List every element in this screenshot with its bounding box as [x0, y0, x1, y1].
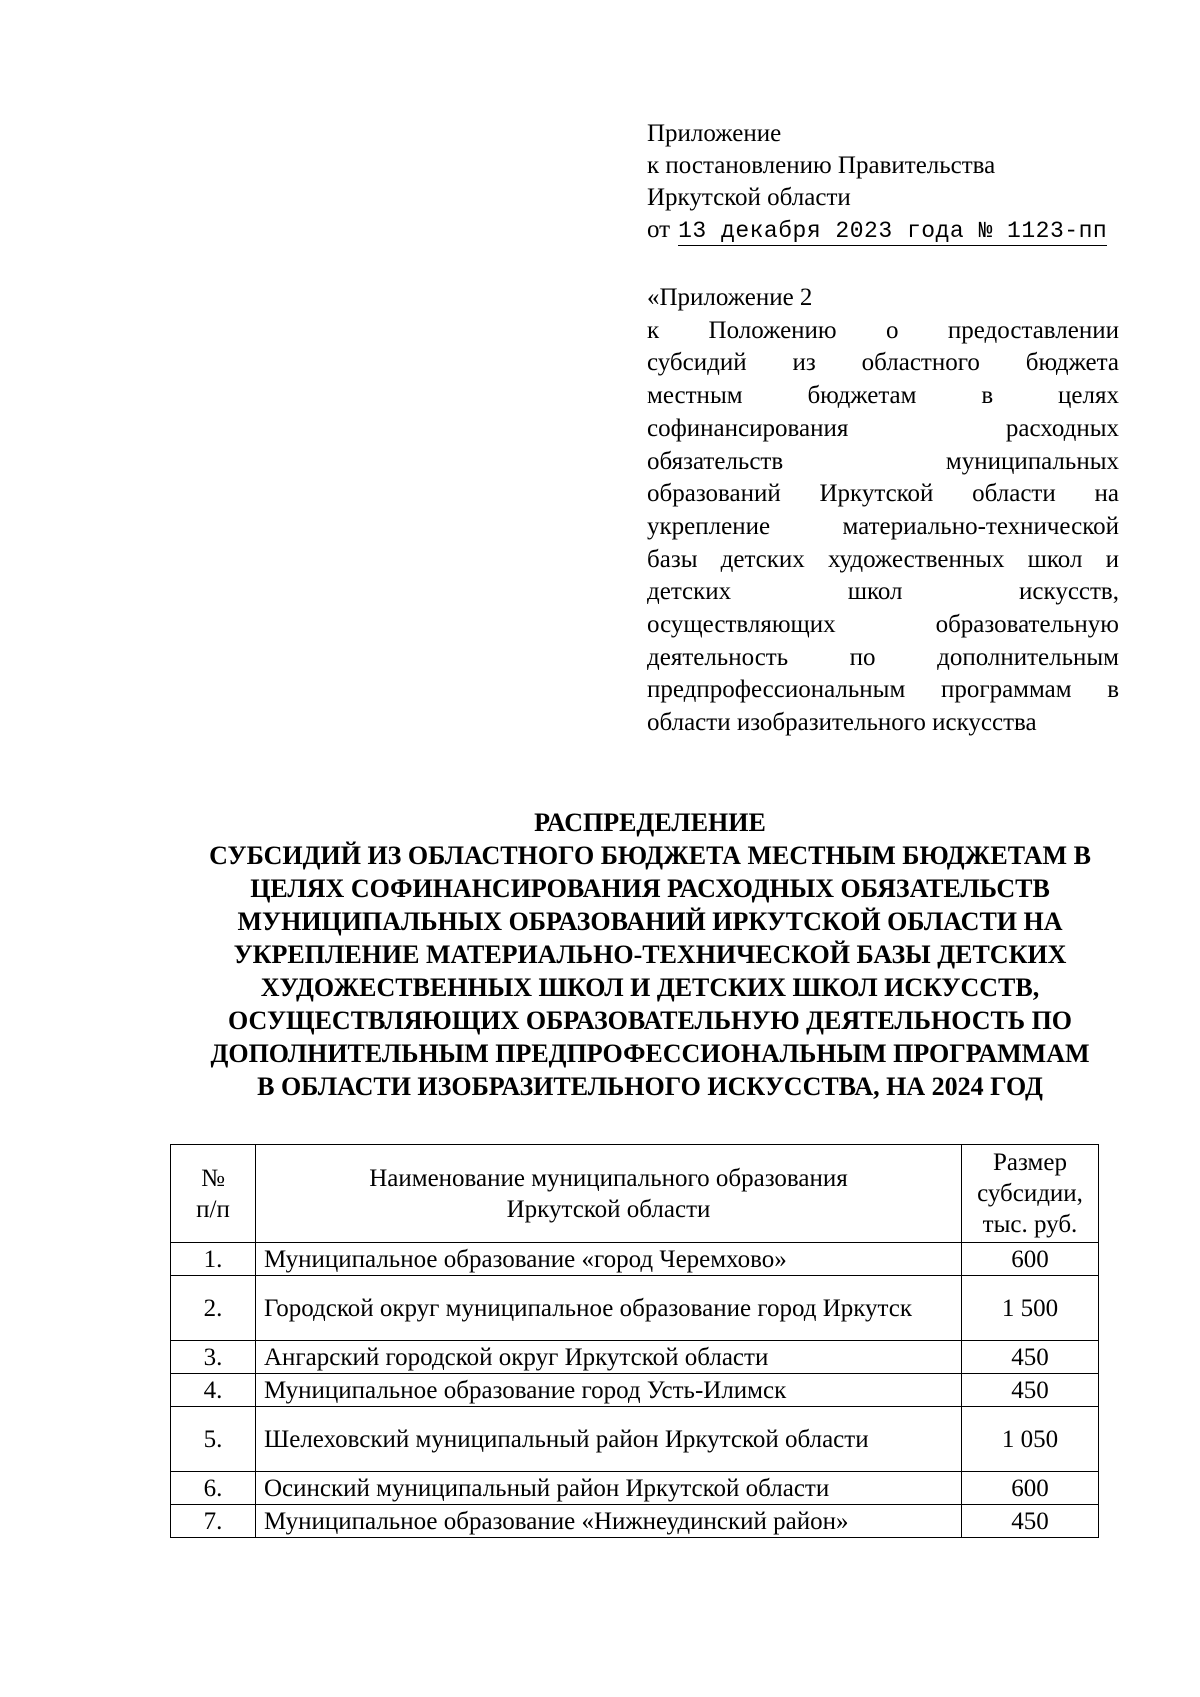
row-municipality: Муниципальное образование «Нижнеудинский район» [256, 1505, 962, 1538]
annex2-word: субсидий [647, 349, 747, 377]
decree-date-number: 13 декабря 2023 года № 1123-пп [678, 218, 1108, 244]
title-line: УКРЕПЛЕНИЕ МАТЕРИАЛЬНО-ТЕХНИЧЕСКОЙ БАЗЫ ДЕТСКИХ [233, 940, 1067, 969]
annex2-line [647, 315, 1119, 348]
row-municipality: Муниципальное образование «город Черемхово» [256, 1243, 962, 1276]
annex2-word: бюджетам [807, 382, 917, 410]
row-number: 7. [171, 1505, 256, 1538]
table-row [171, 1472, 1099, 1505]
annex2-word: областного [861, 349, 980, 377]
annex2-word: предпрофессиональным [647, 676, 906, 704]
annex2-word: материально-технической [842, 512, 1119, 540]
decree-reference [647, 214, 1127, 246]
table-row [171, 1374, 1099, 1407]
title-line: ДОПОЛНИТЕЛЬНЫМ ПРЕДПРОФЕССИОНАЛЬНЫМ ПРОГРАММАМ [210, 1039, 1090, 1068]
annex2-line [647, 674, 1119, 707]
annex2-word: области [972, 480, 1056, 508]
row-amount: 450 [962, 1341, 1099, 1374]
annex2-line [647, 544, 1119, 577]
annex2-word: деятельность [647, 643, 789, 671]
annex2-word: программам [940, 676, 1072, 704]
title-line: СУБСИДИЙ ИЗ ОБЛАСТНОГО БЮДЖЕТА МЕСТНЫМ БЮДЖЕТАМ В [209, 841, 1091, 870]
annex2-word: Положению [708, 316, 837, 344]
header-number: № п/п [171, 1145, 256, 1243]
row-municipality: Городской округ муниципальное образование город Иркутск [256, 1276, 962, 1341]
header-subsidy-amount: Размер субсидии, тыс. руб. [962, 1145, 1099, 1243]
annex2-word: детских [647, 578, 732, 606]
annex2-line [647, 609, 1119, 642]
table-row [171, 1407, 1099, 1472]
annex2-word: образований [647, 480, 781, 508]
annex2-title: «Приложение 2 [647, 284, 813, 311]
annex2-word: дополнительным [937, 643, 1119, 671]
annex2-line [647, 511, 1119, 544]
annex2-word: из [792, 349, 816, 377]
annex2-word: осуществляющих [647, 611, 836, 639]
annex2-word: предоставлении [947, 316, 1119, 344]
row-municipality: Муниципальное образование город Усть-Илимск [256, 1374, 962, 1407]
table-body [171, 1243, 1099, 1538]
annex2-word: художественных [827, 545, 1005, 573]
annex2-line [647, 642, 1119, 675]
row-municipality: Шелеховский муниципальный район Иркутской области [256, 1407, 962, 1472]
annex2-word: муниципальных [945, 447, 1119, 475]
decree-prefix: от [647, 216, 671, 243]
annex-region: Иркутской области [647, 184, 851, 211]
annex2-line [647, 413, 1119, 446]
row-municipality: Ангарский городской округ Иркутской области [256, 1341, 962, 1374]
row-amount: 450 [962, 1505, 1099, 1538]
title-line: ХУДОЖЕСТВЕННЫХ ШКОЛ И ДЕТСКИХ ШКОЛ ИСКУССТВ, [260, 973, 1040, 1002]
annex2-line [647, 347, 1119, 380]
annex2-word: местным [647, 382, 743, 410]
header-municipality: Наименование муниципального образования Иркутской области [256, 1145, 962, 1243]
title-line: ЦЕЛЯХ СОФИНАНСИРОВАНИЯ РАСХОДНЫХ ОБЯЗАТЕЛЬСТВ [250, 874, 1050, 903]
annex2-word: школ [1027, 545, 1083, 573]
annex2-header [647, 282, 1119, 740]
annex2-word: по [849, 643, 876, 671]
table-header-row [171, 1145, 1099, 1243]
annex2-word: бюджета [1025, 349, 1119, 377]
annex2-line [647, 478, 1119, 511]
row-number: 3. [171, 1341, 256, 1374]
annex2-word: обязательств [647, 447, 784, 475]
annex2-word: искусств, [1019, 578, 1119, 606]
annex2-word: на [1094, 480, 1119, 508]
table-row [171, 1341, 1099, 1374]
annex-title: Приложение [647, 120, 782, 147]
annex-header [647, 118, 1127, 246]
annex2-word: укрепление [647, 512, 771, 540]
row-municipality: Осинский муниципальный район Иркутской области [256, 1472, 962, 1505]
table-row [171, 1276, 1099, 1341]
annex2-word: о [886, 316, 899, 344]
row-number: 6. [171, 1472, 256, 1505]
annex-to-resolution: к постановлению Правительства [647, 152, 996, 179]
title-heading: РАСПРЕДЕЛЕНИЕ [534, 808, 766, 837]
document-title [150, 806, 1150, 1103]
annex2-word: Иркутской [819, 480, 934, 508]
row-number: 2. [171, 1276, 256, 1341]
annex2-word: образовательную [935, 611, 1119, 639]
row-amount: 1 500 [962, 1276, 1099, 1341]
annex2-line [647, 576, 1119, 609]
table-row [171, 1243, 1099, 1276]
annex2-word: в [981, 382, 994, 410]
row-amount: 600 [962, 1243, 1099, 1276]
annex2-word: расходных [1005, 414, 1119, 442]
title-line: ОСУЩЕСТВЛЯЮЩИХ ОБРАЗОВАТЕЛЬНУЮ ДЕЯТЕЛЬНОСТЬ ПО [227, 1006, 1073, 1035]
annex2-line [647, 446, 1119, 479]
annex2-word: целях [1058, 382, 1119, 410]
table-row [171, 1505, 1099, 1538]
annex2-word: детских [720, 545, 805, 573]
title-line: МУНИЦИПАЛЬНЫХ ОБРАЗОВАНИЙ ИРКУТСКОЙ ОБЛАСТИ НА [237, 907, 1063, 936]
annex2-line [647, 380, 1119, 413]
title-line: В ОБЛАСТИ ИЗОБРАЗИТЕЛЬНОГО ИСКУССТВА, НА 2024 ГОД [257, 1072, 1043, 1101]
subsidy-table [170, 1144, 1099, 1538]
annex2-last-line: области изобразительного искусства [647, 709, 1037, 737]
annex2-word: и [1105, 545, 1119, 573]
annex2-word: в [1107, 676, 1119, 704]
row-amount: 1 050 [962, 1407, 1099, 1472]
annex2-word: софинансирования [647, 414, 849, 442]
row-amount: 450 [962, 1374, 1099, 1407]
annex2-word: базы [647, 545, 698, 573]
row-number: 4. [171, 1374, 256, 1407]
row-number: 5. [171, 1407, 256, 1472]
annex2-word: школ [847, 578, 903, 606]
annex2-body [647, 315, 1119, 707]
row-amount: 600 [962, 1472, 1099, 1505]
annex2-word: к [647, 316, 660, 344]
row-number: 1. [171, 1243, 256, 1276]
